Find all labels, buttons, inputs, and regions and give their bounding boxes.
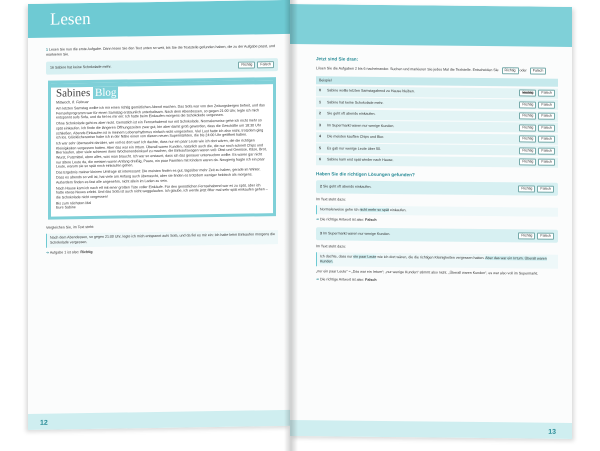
row-text: Es gab nur wenige Leute über 50. xyxy=(327,145,381,151)
answer-prefix: Die richtige Antwort ist also: xyxy=(320,216,365,222)
check-task-statement xyxy=(320,184,372,190)
footer-band xyxy=(290,420,572,439)
quote-box: Nach dem Abendessen, so gegen 21:00 Uhr, legte ich mich entspannt aufs Sofa, und da fiel es mir ein: Ich hatte beim Einkaufen morgens die Schokolade vergessen. xyxy=(46,230,278,248)
arrow-icon: ➔ xyxy=(46,250,50,255)
answer-line xyxy=(316,217,558,225)
row-number: 0 xyxy=(319,88,321,93)
falsch-option[interactable]: Falsch xyxy=(538,147,555,154)
check-task xyxy=(316,180,558,196)
intro-main: Lösen Sie die Aufgaben 2 bis 6 nacheinander. Suchen und markieren Sie jedes Mal die Textstelle. Entscheiden Sie xyxy=(316,66,499,73)
row-text: Sabine hat keine Schokolade mehr. xyxy=(327,99,384,105)
footer-band xyxy=(28,410,290,430)
header-band xyxy=(28,0,290,38)
falsch-option[interactable]: Falsch xyxy=(538,101,555,108)
falsch-option[interactable]: Falsch xyxy=(537,185,554,192)
table-row xyxy=(316,109,558,122)
row-text: Sie geht oft abends einkaufen. xyxy=(327,111,376,116)
quote-box xyxy=(316,252,558,269)
row-text: Im Supermarkt waren nur wenige Kunden. xyxy=(327,122,395,128)
answer-value: Richtig xyxy=(80,249,93,254)
text-says-label: Im Text steht dazu: xyxy=(316,196,347,202)
blog-signature: Eure Sabine xyxy=(56,205,76,211)
row-number: 2 xyxy=(320,183,322,188)
page-number: 12 xyxy=(40,419,48,427)
row-text: Im Supermarkt waren nur wenige Kunden. xyxy=(323,230,391,236)
blog-paragraph: Das Ergebnis meiner kleinen Umfrage ist interessant: Die meisten finden es gut, tagsüber mehr Zeit zu haben, gerade im Winter. Dass es abends so voll ist, hat viele am Anfang auch überrascht, aber sie finden es trotzdem weniger hektisch als morgens. Außerdem finden es fast alle angenehm, nicht allein im Laden zu sein. xyxy=(56,167,261,185)
answer-line xyxy=(46,247,278,256)
arrow-icon: ➔ xyxy=(316,276,320,281)
row-text: Sabine wollte letzten Samstagabend zu Hause bleiben. xyxy=(327,88,415,94)
richtig-label: Richtig xyxy=(502,67,519,74)
row-number: 1 xyxy=(319,99,321,104)
table-row xyxy=(316,155,558,168)
row-number: 2 xyxy=(319,111,321,116)
text-says-label: Im Text steht dazu: xyxy=(316,243,347,249)
header-band xyxy=(290,4,572,47)
blog-title-main: Sabines xyxy=(56,87,91,100)
right-page xyxy=(290,4,572,439)
quote-highlight: nicht mehr so spät xyxy=(359,207,389,212)
blog-text xyxy=(51,95,273,216)
falsch-label: Falsch xyxy=(530,68,547,75)
richtig-option[interactable]: Richtig xyxy=(238,61,255,68)
check-task-statement xyxy=(320,231,390,237)
richtig-option[interactable]: Richtig xyxy=(519,124,536,131)
answer-options xyxy=(516,232,554,239)
instruction-text: Lesen Sie nun die erste Aufgabe. Dann lesen Sie den Text unten so weit, bis Sie die Textstelle gefunden haben, die zu der Aufgabe passt, und markieren Sie. xyxy=(46,44,276,57)
intro-text xyxy=(316,65,558,75)
row-text: Die meisten kauften Chips und Bier. xyxy=(327,134,385,139)
falsch-option[interactable]: Falsch xyxy=(538,124,555,131)
blog-paragraph: Ohne Schokolade geht es aber nicht. Gemütlich ist ein Fernsehabend nur mit Schokolade. Normalerweise gehe ich nicht mehr so spät einkaufen. Ich finde die längeren Öffnungszeiten zwar gut, bin aber damit groß geworden, dass die Geschäfte um 18:30 Uhr schließen. Abends Einkaufen ist in meinem Lebensrhythmus einfach nicht vorgesehen. Viel Lust hatte ich also nicht, trotzdem ging ich los. Glücklicherweise habe ich in der Nähe einen von diesen neuen Supermärkten, die bis 24:00 Uhr geöffnet haben. xyxy=(56,118,264,140)
explanation-note: „nur ein paar Leute“ ≈ „Das war ein Irrtum“; „nur wenige Kunden“ stimmt also nicht. „Überall waren Kunden“, es war also voll im Supermarkt. xyxy=(316,268,539,276)
instruction xyxy=(46,44,278,58)
falsch-option[interactable]: Falsch xyxy=(537,232,554,239)
arrow-icon: ➔ xyxy=(316,216,320,221)
section-heading: Jetzt sind Sie dran: xyxy=(316,56,359,62)
row-number: 3 xyxy=(320,230,322,235)
answer-value: Falsch xyxy=(365,217,377,222)
richtig-option[interactable]: Richtig xyxy=(519,158,536,165)
richtig-option[interactable]: Richtig xyxy=(519,147,536,154)
richtig-option[interactable]: Richtig xyxy=(519,101,536,108)
blog-date: Mittwoch, 8. Februar xyxy=(56,100,89,105)
blog-signoff: Bis zum nächsten Mal xyxy=(56,200,92,206)
example-text: Sabine hat keine Schokolade mehr. xyxy=(55,64,112,70)
answer-line xyxy=(316,277,558,285)
compare-label: Vergleichen Sie, im Text steht: xyxy=(46,224,95,230)
blog-paragraph: Am letzten Samstag wollte ich mir einen richtig gemütlichen Abend machen. Das Sofa war von den Zeitungsbergen befreit, und das Fernsehprogramm war für einen Samstag erstaunlich unterhaltsam. Nach dem Abendessen, so gegen 21:00 Uhr, legte ich mich entspannt aufs Sofa, und da fiel es mir ein: Ich hatte beim Einkaufen morgens die Schokolade vergessen. xyxy=(56,103,265,120)
quote-text: Ich dachte, dass nur xyxy=(320,253,353,259)
beispiel-label: Beispiel xyxy=(319,77,332,82)
row-number: 4 xyxy=(319,134,321,139)
table-row xyxy=(316,143,558,156)
left-content xyxy=(46,44,278,260)
book-gutter xyxy=(284,0,298,451)
table-row xyxy=(316,86,558,99)
row-number: 5 xyxy=(319,145,321,150)
row-number: 3 xyxy=(319,122,321,127)
blog-title-highlight: Blog xyxy=(94,86,117,99)
task-number: 1 xyxy=(46,47,48,52)
blog-paragraph: Nach Hause kam ich nach elf mit einer großen Tüte voller Einkäufe. Für den gemütlichen Fernsehabend war es zu spät, aber ich hatte etwas Neues erlebt. Und das Sofa ist auch nicht weggelaufen. Ich glaube, ich werde jetzt öfter mal sehr spät einkaufen gehen – die Schokolade nicht vergessen! xyxy=(56,182,268,200)
richtig-option[interactable]: Richtig xyxy=(519,135,536,142)
answer-prefix: Die richtige Antwort ist also: xyxy=(320,276,365,282)
example-task xyxy=(46,58,278,75)
answer-options xyxy=(236,61,274,69)
falsch-option[interactable]: Falsch xyxy=(538,113,555,120)
quote-highlight: ein paar Leute xyxy=(353,254,377,259)
quote-text: einkaufen. xyxy=(389,207,407,212)
row-number: 6 xyxy=(319,157,321,162)
quote-box xyxy=(316,205,558,217)
example-task-statement xyxy=(50,65,112,71)
table-row xyxy=(316,132,558,145)
section-heading: Haben Sie die richtigen Lösungen gefunden? xyxy=(316,170,415,177)
answer-prefix: Aufgabe 1 ist also: xyxy=(49,249,80,255)
blog-post xyxy=(48,77,276,219)
right-content xyxy=(316,56,558,289)
quote-text: Normalerweise gehe ich xyxy=(320,206,359,212)
falsch-option[interactable]: Falsch xyxy=(538,90,555,97)
table-row xyxy=(316,97,558,110)
table-row xyxy=(316,120,558,133)
intro-connector: oder xyxy=(519,68,527,73)
blog-paragraph: Ich war sehr überrascht darüber, wie voll es dort war! Ich dachte, dass nur ein paar Leute wie ich dort wären, die die richtigen Kleinigkeiten vergessen hatten. Aber das war ein Irrtum. Überall waren Kunden, natürlich auch die, die nur noch schnell Chips und Bier kaufen, aber viele schienen ihren Wochenendeinkauf zu machen, die Einkaufswagen waren voll: Obst und Gemüse, Käse, Brot, Wurst, Putzmittel, eben alles, was man braucht. Ich war so erstaunt, dass ich das genauer untersuchen wollte. Es waren gar nicht nur ältere Leute da, die meisten waren Anfang dreißig, Paare, ein paar Familien mit Kindern waren da. Neugierig fragte ich ein paar Leute, warum sie so spät noch einkaufen gehen. xyxy=(56,138,267,169)
richtig-option[interactable]: Richtig xyxy=(518,185,535,192)
example-number: 16 xyxy=(50,65,54,70)
page-number: 13 xyxy=(548,428,556,436)
falsch-option[interactable]: Falsch xyxy=(538,159,555,166)
page-title: Lesen xyxy=(50,9,91,29)
row-text: Sabine kam erst spät wieder nach Hause. xyxy=(327,157,394,163)
quote-text: wie ich dort wären, die die richtigen Kleinigkeiten vergessen hatten. xyxy=(377,254,485,260)
row-text: Sie geht oft abends einkaufen. xyxy=(323,183,372,189)
falsch-option[interactable]: Falsch xyxy=(257,61,274,68)
richtig-option[interactable]: Richtig xyxy=(519,89,536,96)
answer-value: Falsch xyxy=(365,277,377,282)
falsch-option[interactable]: Falsch xyxy=(538,136,555,143)
answer-options xyxy=(516,185,554,192)
check-task xyxy=(316,227,558,243)
quote-highlight: Aber das war ein Irrtum. Überall waren Kunden. xyxy=(320,255,547,263)
left-page xyxy=(28,0,290,430)
task-table xyxy=(316,76,558,167)
richtig-option[interactable]: Richtig xyxy=(518,232,535,239)
richtig-option[interactable]: Richtig xyxy=(519,112,536,119)
